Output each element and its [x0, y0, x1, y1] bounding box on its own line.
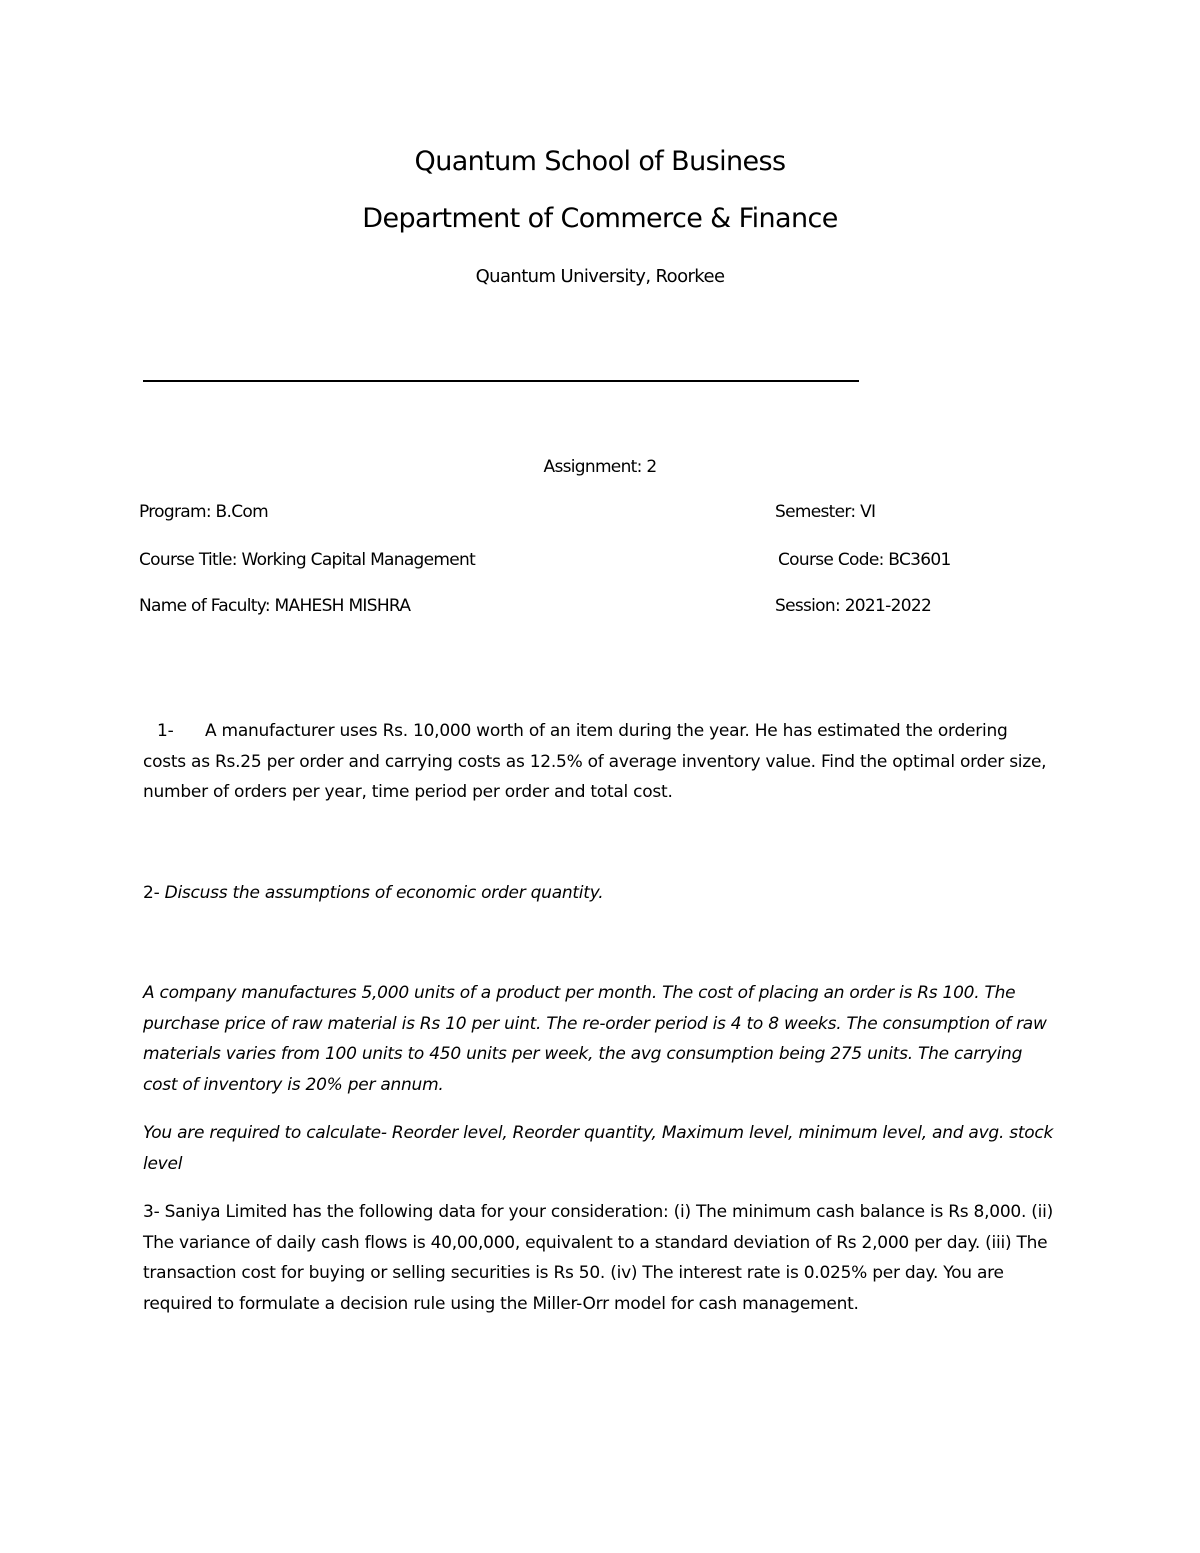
question-1 — [143, 716, 1055, 808]
department-title: Department of Commerce & Finance — [362, 203, 838, 234]
question-2-problem: A company manufactures 5,000 units of a product per month. The cost of placing an order is Rs 100. The purchase price of raw material is Rs 10 per uint. The re-order period is 4 to 8 weeks. The consumption of raw materials varies from 100 units to 450 units per week, the avg consumption being 275 units. The carrying cost of inventory is 20% per annum. — [143, 983, 1047, 1095]
question-1-text: A manufacturer uses Rs. 10,000 worth of an item during the year. He has estimated the ordering costs as Rs.25 per order and carrying costs as 12.5% of average inventory value. Find the optimal order size, number of orders per year, time period per order and total cost. — [143, 721, 1047, 802]
question-3: 3- Saniya Limited has the following data for your consideration: (i) The minimum cash balance is Rs 8,000. (ii) The variance of daily cash flows is 40,00,000, equivalent to a standard deviation of Rs 2,000 per day. (iii) The transaction cost for buying or selling securities is Rs 50. (iv) The interest rate is 0.025% per day. You are required to formulate a decision rule using the Miller-Orr model for cash management. — [143, 1202, 1053, 1314]
course-code-label: Course Code: BC3601 — [778, 550, 951, 570]
semester-label: Semester: VI — [775, 502, 876, 522]
university-name: Quantum University, Roorkee — [475, 266, 725, 287]
question-2 — [143, 878, 1055, 909]
assignment-title: Assignment: 2 — [543, 457, 657, 477]
faculty-label: Name of Faculty: MAHESH MISHRA — [139, 596, 411, 616]
course-title-label: Course Title: Working Capital Management — [139, 550, 476, 570]
session-label: Session: 2021-2022 — [775, 596, 932, 616]
question-1-number: 1- — [157, 721, 174, 741]
school-title: Quantum School of Business — [414, 146, 786, 177]
question-2-requirement: You are required to calculate- Reorder level, Reorder quantity, Maximum level, minimum level, and avg. stock level — [143, 1123, 1054, 1174]
program-label: Program: B.Com — [139, 502, 268, 522]
header-divider — [143, 380, 859, 382]
question-2-number-text: 2- Discuss the assumptions of economic order quantity. — [143, 883, 604, 903]
